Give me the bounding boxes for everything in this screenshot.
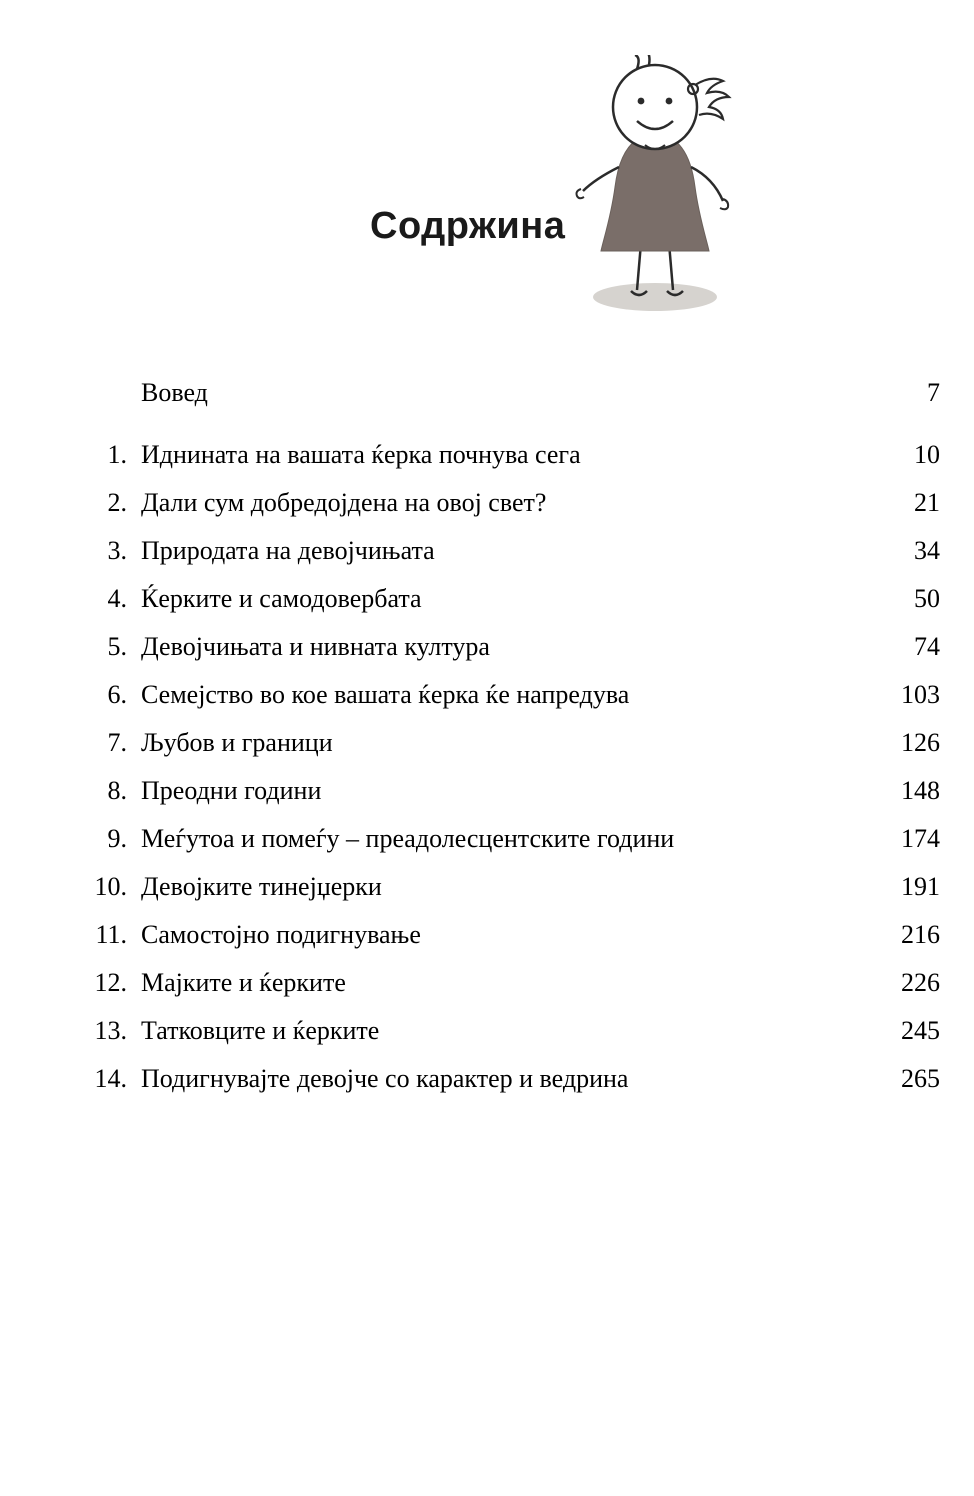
- toc-entry-page: 74: [914, 632, 940, 661]
- toc-entry-label: Дали сум добредојдена на овој свет?: [141, 488, 547, 517]
- toc-entry-label: Девојките тинејџерки: [141, 872, 382, 901]
- toc-entry-9[interactable]: [72, 826, 974, 852]
- toc-entry-label: Вовед: [141, 378, 208, 407]
- toc-entry-page: 34: [914, 536, 940, 565]
- page-title: Содржина: [370, 205, 566, 247]
- toc-entry-intro[interactable]: [72, 380, 974, 406]
- toc-entry-page: 216: [901, 920, 940, 949]
- toc-entry-6[interactable]: [72, 682, 974, 708]
- toc-entry-label: Подигнувајте девојче со карактер и ведрина: [141, 1064, 629, 1093]
- toc-entry-number: 10.: [94, 872, 127, 901]
- toc-entry-13[interactable]: [72, 1018, 974, 1044]
- toc-entry-number: 4.: [107, 584, 127, 613]
- toc-entry-number: 8.: [107, 776, 127, 805]
- toc-entry-1[interactable]: [72, 442, 974, 468]
- toc-entry-label: Семејство во кое вашата ќерка ќе напредува: [141, 680, 630, 709]
- toc-entry-page: 10: [914, 440, 940, 469]
- toc-entry-label: Иднината на вашата ќерка почнува сега: [141, 440, 581, 469]
- toc-entry-label: Мајките и ќерките: [141, 968, 346, 997]
- toc-entry-label: Самостојно подигнување: [141, 920, 421, 949]
- toc-entry-number: 12.: [94, 968, 127, 997]
- toc-entry-number: 7.: [107, 728, 127, 757]
- toc-entry-11[interactable]: [72, 922, 974, 948]
- toc-entry-7[interactable]: [72, 730, 974, 756]
- toc-entry-number: 14.: [94, 1064, 127, 1093]
- toc-entry-5[interactable]: [72, 634, 974, 660]
- toc-entry-page: 7: [927, 378, 940, 407]
- toc-entry-page: 265: [901, 1064, 940, 1093]
- toc-entry-label: Љубов и граници: [141, 728, 333, 757]
- toc-entry-3[interactable]: [72, 538, 974, 564]
- toc-entry-number: 2.: [107, 488, 127, 517]
- toc-entry-page: 50: [914, 584, 940, 613]
- toc-entry-page: 103: [901, 680, 940, 709]
- table-of-contents: [0, 380, 974, 1114]
- toc-entry-number: 3.: [107, 536, 127, 565]
- girl-illustration-icon: [545, 55, 765, 335]
- toc-entry-page: 148: [901, 776, 940, 805]
- toc-entry-page: 191: [901, 872, 940, 901]
- toc-entry-label: Татковците и ќерките: [141, 1016, 380, 1045]
- toc-entry-label: Преодни години: [141, 776, 322, 805]
- toc-entry-12[interactable]: [72, 970, 974, 996]
- toc-entry-page: 226: [901, 968, 940, 997]
- toc-entry-label: Ќерките и самодовербата: [141, 584, 422, 613]
- toc-entry-number: 11.: [95, 920, 127, 949]
- toc-entry-page: 245: [901, 1016, 940, 1045]
- toc-entry-8[interactable]: [72, 778, 974, 804]
- toc-entry-number: 9.: [107, 824, 127, 853]
- toc-entry-label: Меѓутоа и помеѓу – преадолесцентските години: [141, 824, 675, 853]
- toc-entry-number: 13.: [94, 1016, 127, 1045]
- toc-entry-page: 21: [914, 488, 940, 517]
- toc-entry-2[interactable]: [72, 490, 974, 516]
- toc-entry-number: 6.: [107, 680, 127, 709]
- toc-entry-page: 126: [901, 728, 940, 757]
- toc-entry-10[interactable]: [72, 874, 974, 900]
- page-header: [0, 55, 974, 335]
- toc-entry-label: Природата на девојчињата: [141, 536, 435, 565]
- toc-entry-number: 1.: [107, 440, 127, 469]
- toc-entry-14[interactable]: [72, 1066, 974, 1092]
- toc-entry-4[interactable]: [72, 586, 974, 612]
- toc-entry-number: 5.: [107, 632, 127, 661]
- toc-entry-label: Девојчињата и нивната култура: [141, 632, 490, 661]
- toc-entry-page: 174: [901, 824, 940, 853]
